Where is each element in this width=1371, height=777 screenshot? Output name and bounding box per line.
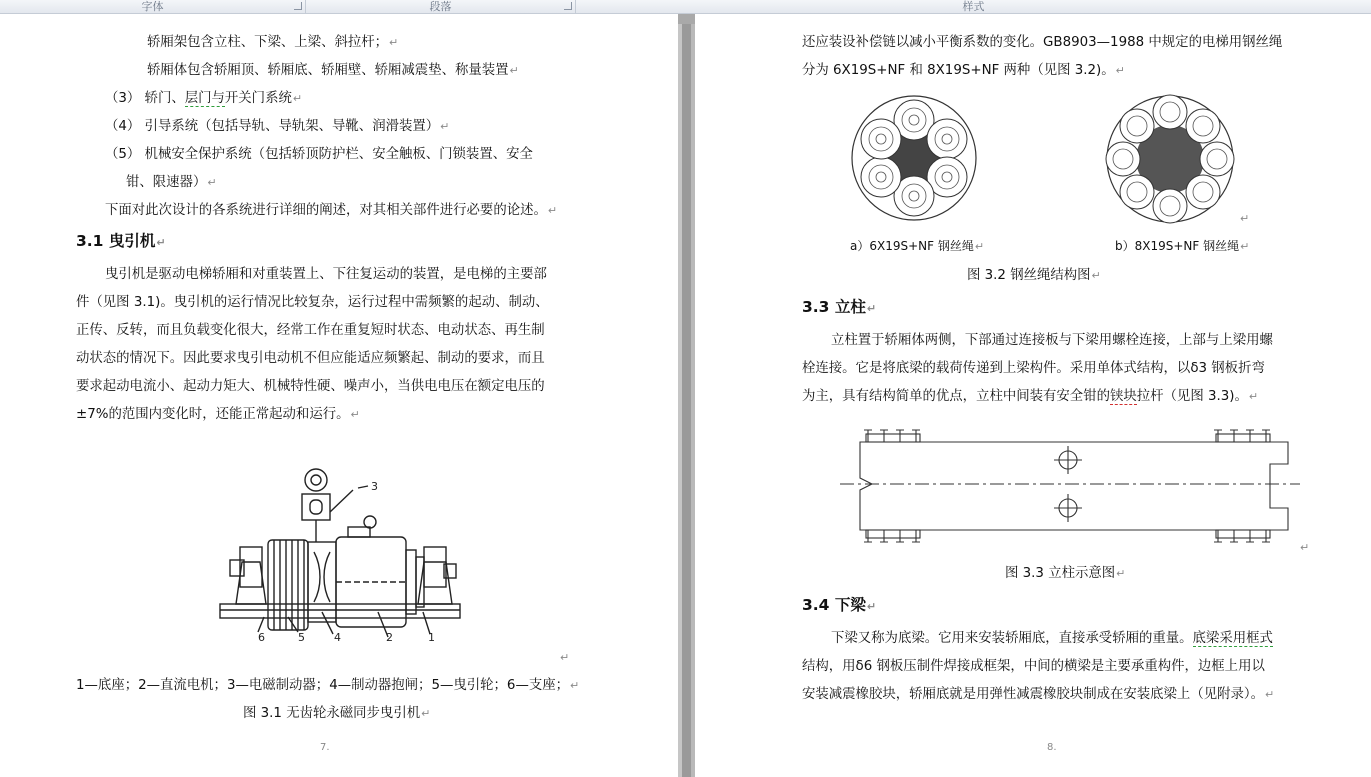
ribbon-group-strip	[0, 0, 1371, 14]
page-number: 7.	[320, 742, 330, 753]
page-number: 8.	[1047, 742, 1057, 753]
document-page-8[interactable]	[695, 24, 1371, 777]
ribbon-group-paragraph[interactable]	[306, 0, 576, 14]
figure-caption-3-2: 图 3.2 钢丝绳结构图↵	[967, 268, 1101, 283]
ribbon-group-styles[interactable]	[576, 0, 1371, 14]
text-line: （5） 机械安全保护系统（包括轿顶防护栏、安全触板、门锁装置、安全	[105, 147, 533, 162]
wire-rope-8x19-drawing	[1105, 94, 1235, 224]
figure-caption-3-3: 图 3.3 立柱示意图↵	[1005, 566, 1126, 581]
ribbon-group-paragraph-label: 段落	[429, 0, 452, 13]
text-line: 钳、限速器）↵	[126, 175, 217, 190]
figure-label-3: 3	[371, 480, 378, 493]
paragraph-dialog-launcher-icon[interactable]	[564, 2, 572, 10]
figure-legend: 1—底座；2—直流电机；3—电磁制动器；4—制动器抱闸；5—曳引轮；6—支座；↵	[76, 678, 580, 693]
rope-a-label: a）6X19S+NF 钢丝绳↵	[850, 239, 985, 253]
text-line: 立柱置于轿厢体两侧，下部通过连接板与下梁用螺栓连接，上部与上梁用螺	[831, 333, 1273, 348]
text-line: 动状态的情况下。因此要求曳引电动机不但应能适应频繁起、制动的要求，而且	[76, 351, 545, 366]
text-line: 下面对此次设计的各系统进行详细的阐述，对其相关部件进行必要的论述。↵	[105, 203, 558, 218]
text-line: 安装减震橡胶块，轿厢底就是用弹性减震橡胶块制成在安装底梁上（见附录）。↵	[802, 687, 1275, 702]
section-heading-3-3: 3.3 立柱↵	[802, 298, 877, 316]
paragraph-mark: ↵	[1240, 212, 1250, 225]
text-line: 件（见图 3.1)。曳引机的运行情况比较复杂，运行过程中需频繁的起动、制动、	[76, 295, 549, 310]
figure-label-5: 5	[298, 631, 305, 642]
text-line: 曳引机是驱动电梯轿厢和对重装置上、下往复运动的装置，是电梯的主要部	[105, 267, 547, 282]
paragraph-mark: ↵	[1300, 541, 1310, 554]
text-line: 轿厢体包含轿厢顶、轿厢底、轿厢壁、轿厢减震垫、称量装置↵	[147, 63, 519, 78]
traction-machine-drawing	[218, 442, 466, 642]
text-line: 分为 6X19S+NF 和 8X19S+NF 两种（见图 3.2)。↵	[802, 63, 1125, 78]
text-line: 还应装设补偿链以减小平衡系数的变化。GB8903—1988 中规定的电梯用钢丝绳	[802, 35, 1283, 50]
figure-label-1: 1	[428, 631, 435, 642]
ribbon-group-font-label: 字体	[141, 0, 164, 13]
text-line: 结构，用δ6 钢板压制件焊接成框架，中间的横梁是主要承重构件，边框上用以	[802, 659, 1265, 674]
text-line: 为主，具有结构简单的优点，立柱中间装有安全钳的铗块拉杆（见图 3.3)。↵	[802, 389, 1259, 404]
page-top-margin-right	[695, 14, 1371, 24]
text-line: 下梁又称为底梁。它用来安装轿厢底，直接承受轿厢的重量。底梁采用框式	[831, 631, 1273, 646]
figure-label-2: 2	[386, 631, 393, 642]
rope-b-label: b）8X19S+NF 钢丝绳↵	[1115, 239, 1250, 253]
ribbon-group-styles-label: 样式	[962, 0, 985, 13]
column-schematic-drawing	[840, 424, 1300, 544]
wire-rope-6x19-drawing	[850, 94, 978, 222]
page-top-margin-left	[0, 14, 678, 24]
paragraph-mark: ↵	[560, 651, 570, 664]
text-line: 轿厢架包含立柱、下梁、上梁、斜拉杆；↵	[147, 35, 399, 50]
section-heading-3-4: 3.4 下梁↵	[802, 596, 877, 614]
text-line: 正传、反转，而且负载变化很大，经常工作在重复短时状态、电动状态、再生制	[76, 323, 545, 338]
text-line: 栓连接。它是将底梁的载荷传递到上梁构件。采用单体式结构，以δ3 钢板折弯	[802, 361, 1265, 376]
figure-label-6: 6	[258, 631, 265, 642]
document-page-7[interactable]	[0, 24, 678, 777]
figure-caption-3-1: 图 3.1 无齿轮永磁同步曳引机↵	[243, 706, 431, 721]
font-dialog-launcher-icon[interactable]	[294, 2, 302, 10]
section-heading-3-1: 3.1 曳引机↵	[76, 232, 166, 250]
text-line: （3） 轿门、层门与开关门系统↵	[105, 91, 303, 106]
text-line: ±7%的范围内变化时，还能正常起动和运行。↵	[76, 407, 360, 422]
page-gutter	[678, 24, 695, 777]
ribbon-group-font[interactable]	[0, 0, 306, 14]
text-line: （4） 引导系统（包括导轨、导轨架、导靴、润滑装置）↵	[105, 119, 450, 134]
figure-label-4: 4	[334, 631, 341, 642]
text-line: 要求起动电流小、起动力矩大、机械特性硬、噪声小，当供电电压在额定电压的	[76, 379, 545, 394]
